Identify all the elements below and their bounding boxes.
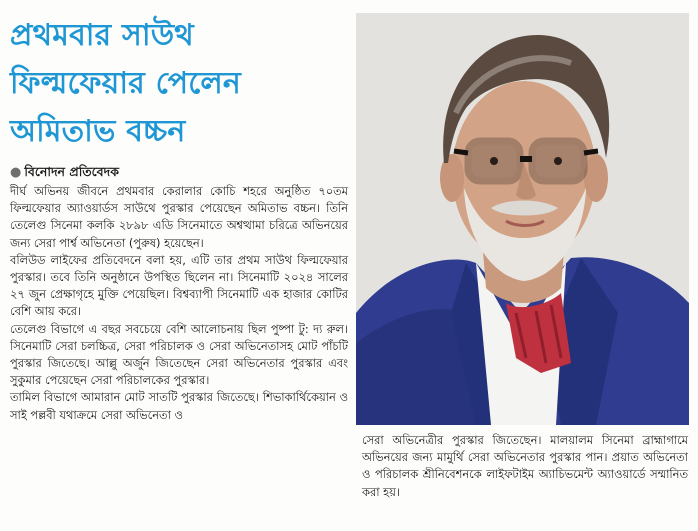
headline-line: ফিল্মফেয়ার পেলেন [10, 66, 242, 101]
body-paragraph: সেরা অভিনেত্রীর পুরস্কার জিতেছেন। মালয়ালম সিনেমা ব্রাহ্মাগামে অভিনয়ের জন্য মামুর্থি সেরা অভিনেতার পুরস্কার পান। প্রয়াত অভিনেতা ও পরিচালক শ্রীনিবেশনকে লাইফটাইম অ্যাচিভমেন্ট অ্যাওয়ার্ডে সম্মানিত করা হয়। [362, 433, 688, 499]
article-photo [356, 13, 689, 425]
body-paragraph: তামিল বিভাগে আমারান মোট সাতটি পুরস্কার জিতেছে। শিভাকার্থিকেয়ান ও সাই পল্লবী যথাক্রমে সেরা অভিনেতা ও [10, 390, 348, 422]
body-paragraph: বলিউড লাইফের প্রতিবেদনে বলা হয়, এটি তার প্রথম সাউথ ফিল্মফেয়ার পুরস্কার। তবে তিনি অনুষ্ঠানে উপস্থিত ছিলেন না। সিনেমাটি ২০২৪ সালের ২৭ জুন প্রেক্ষাগৃহে মুক্তি পেয়েছিল। বিশ্বব্যাপী সিনেমাটি এক হাজার কোটির বেশি আয় করে। [10, 252, 348, 319]
byline-text: বিনোদন প্রতিবেদক [24, 164, 119, 179]
headline-line: প্রথমবার সাউথ [10, 18, 194, 53]
portrait-illustration [356, 13, 689, 425]
article-headline [10, 12, 350, 156]
headline-line: অমিতাভ বচ্চন [10, 114, 186, 149]
body-paragraph: তেলেগু বিভাগে এ বছর সবচেয়ে বেশি আলোচনায় ছিল পুষ্পা টু: দ্য রুল। সিনেমাটি সেরা চলচ্চিত্র, সেরা পরিচালক ও সেরা অভিনেতাসহ মোট পাঁচটি পুরস্কার জিতেছে। আল্লু অর্জুন জিতেছেন সেরা অভিনেতার পুরস্কার এবং সুকুমার পেয়েছেন সেরা পরিচালকের পুরস্কার। [10, 321, 348, 388]
bullet-icon: ● [10, 165, 22, 180]
body-paragraph: দীর্ঘ অভিনয় জীবনে প্রথমবার কেরালার কোচি শহরে অনুষ্ঠিত ৭০তম ফিল্মফেয়ার অ্যাওয়ার্ডস সাউথে পুরস্কার পেয়েছেন অমিতাভ বচ্চন। তিনি তেলেগু সিনেমা কলকি ২৮৯৮ এডি সিনেমাতে অশ্বত্থামা চরিত্রে অভিনয়ের জন্য সেরা পার্শ্ব অভিনেতা (পুরুষ) হয়েছেন। [10, 184, 348, 250]
article-body-right-column [362, 432, 688, 501]
article-body-left-column [10, 183, 348, 424]
byline [10, 164, 350, 181]
